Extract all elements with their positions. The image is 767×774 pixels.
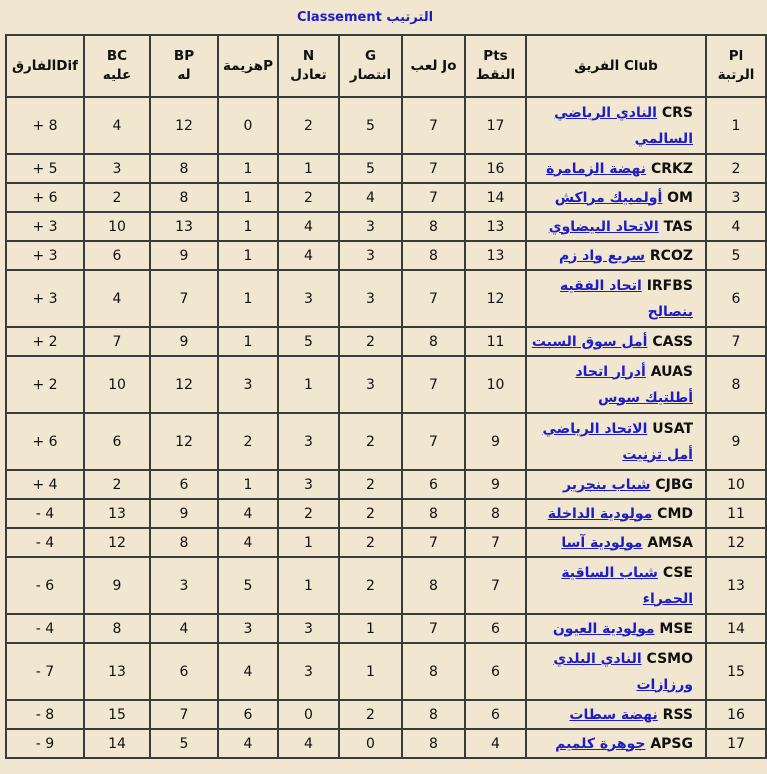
- cell-dif: + 5: [6, 154, 84, 183]
- cell-jo: 7: [402, 356, 465, 413]
- cell-g: 3: [339, 241, 402, 270]
- cell-jo: 7: [402, 270, 465, 327]
- cell-jo: 8: [402, 499, 465, 528]
- cell-pl: 17: [706, 729, 766, 758]
- cell-bp: 9: [150, 327, 218, 356]
- cell-pts: 7: [465, 528, 526, 557]
- table-row: [6, 183, 766, 212]
- cell-bc: 2: [84, 183, 150, 212]
- cell-n: 1: [278, 528, 339, 557]
- table-row: [6, 499, 766, 528]
- cell-jo: 8: [402, 327, 465, 356]
- club-code: TAS: [663, 218, 693, 235]
- cell-p: 1: [218, 212, 278, 241]
- cell-pl: 14: [706, 614, 766, 643]
- club-code: APSG: [650, 735, 693, 752]
- cell-bc: 2: [84, 470, 150, 499]
- cell-p: 3: [218, 614, 278, 643]
- cell-n: 4: [278, 241, 339, 270]
- cell-n: 3: [278, 270, 339, 327]
- cell-jo: 6: [402, 470, 465, 499]
- table-row: [6, 97, 766, 154]
- club-link[interactable]: الاتحاد البيضاوي: [548, 218, 659, 235]
- cell-bc: 15: [84, 700, 150, 729]
- cell-bc: 6: [84, 241, 150, 270]
- cell-pl: 9: [706, 413, 766, 470]
- club-code: OM: [667, 189, 693, 206]
- cell-bc: 7: [84, 327, 150, 356]
- cell-bp: 12: [150, 97, 218, 154]
- cell-bp: 9: [150, 499, 218, 528]
- cell-dif: + 3: [6, 270, 84, 327]
- header-p: هزيمةP: [218, 35, 278, 97]
- cell-p: 1: [218, 154, 278, 183]
- cell-g: 2: [339, 557, 402, 614]
- header-bc: BC عليه: [84, 35, 150, 97]
- table-row: [6, 270, 766, 327]
- cell-bc: 9: [84, 557, 150, 614]
- cell-n: 3: [278, 470, 339, 499]
- cell-g: 4: [339, 183, 402, 212]
- cell-pl: 13: [706, 557, 766, 614]
- club-link[interactable]: نهضة سطات: [569, 706, 658, 723]
- cell-bc: 4: [84, 270, 150, 327]
- cell-jo: 8: [402, 557, 465, 614]
- cell-pl: 12: [706, 528, 766, 557]
- header-pts: Pts النقط: [465, 35, 526, 97]
- cell-dif: - 9: [6, 729, 84, 758]
- club-code: MSE: [659, 620, 693, 637]
- cell-dif: - 8: [6, 700, 84, 729]
- cell-n: 4: [278, 729, 339, 758]
- cell-jo: 8: [402, 643, 465, 700]
- cell-p: 0: [218, 97, 278, 154]
- cell-club: [526, 413, 706, 470]
- table-row: [6, 700, 766, 729]
- cell-bp: 13: [150, 212, 218, 241]
- club-link[interactable]: جوهرة كلميم: [555, 735, 646, 752]
- cell-pts: 6: [465, 700, 526, 729]
- club-code: CRS: [661, 104, 693, 121]
- cell-bp: 3: [150, 557, 218, 614]
- club-link[interactable]: شباب الساقية: [561, 564, 658, 581]
- cell-dif: + 8: [6, 97, 84, 154]
- cell-pts: 13: [465, 241, 526, 270]
- cell-dif: + 2: [6, 356, 84, 413]
- cell-bc: 10: [84, 356, 150, 413]
- cell-n: 2: [278, 499, 339, 528]
- cell-bp: 5: [150, 729, 218, 758]
- cell-club: [526, 212, 706, 241]
- cell-pl: 6: [706, 270, 766, 327]
- club-code: CJBG: [655, 476, 693, 493]
- cell-dif: + 6: [6, 183, 84, 212]
- cell-club: [526, 557, 706, 614]
- cell-p: 4: [218, 729, 278, 758]
- cell-bp: 8: [150, 154, 218, 183]
- club-code: RCOZ: [649, 247, 693, 264]
- cell-n: 2: [278, 183, 339, 212]
- club-link[interactable]: أدرار اتحاد: [575, 363, 646, 380]
- club-link[interactable]: الاتحاد الرياضي: [542, 420, 648, 437]
- club-link[interactable]: النادي الرياضي: [554, 104, 657, 121]
- cell-p: 1: [218, 327, 278, 356]
- cell-bc: 13: [84, 499, 150, 528]
- table-row: [6, 470, 766, 499]
- header-club: الفريق Club: [526, 35, 706, 97]
- cell-n: 4: [278, 212, 339, 241]
- cell-dif: - 4: [6, 528, 84, 557]
- cell-bp: 7: [150, 700, 218, 729]
- cell-n: 3: [278, 643, 339, 700]
- cell-bc: 12: [84, 528, 150, 557]
- cell-n: 3: [278, 614, 339, 643]
- club-code: USAT: [652, 420, 693, 437]
- cell-pl: 2: [706, 154, 766, 183]
- cell-jo: 8: [402, 729, 465, 758]
- cell-pl: 1: [706, 97, 766, 154]
- table-row: [6, 154, 766, 183]
- cell-pl: 10: [706, 470, 766, 499]
- cell-n: 1: [278, 356, 339, 413]
- cell-g: 5: [339, 97, 402, 154]
- cell-dif: - 4: [6, 499, 84, 528]
- cell-p: 1: [218, 470, 278, 499]
- cell-pts: 12: [465, 270, 526, 327]
- cell-dif: + 3: [6, 241, 84, 270]
- cell-jo: 8: [402, 700, 465, 729]
- cell-club: [526, 499, 706, 528]
- cell-p: 2: [218, 413, 278, 470]
- cell-bp: 9: [150, 241, 218, 270]
- club-link[interactable]: أمل سوق السبت: [531, 333, 648, 350]
- cell-jo: 8: [402, 241, 465, 270]
- cell-pts: 9: [465, 470, 526, 499]
- cell-pts: 6: [465, 614, 526, 643]
- header-row: [6, 35, 766, 97]
- cell-n: 1: [278, 154, 339, 183]
- cell-g: 1: [339, 614, 402, 643]
- club-code: CMD: [657, 505, 693, 522]
- cell-g: 2: [339, 499, 402, 528]
- cell-bc: 6: [84, 413, 150, 470]
- cell-g: 2: [339, 528, 402, 557]
- club-link-line2[interactable]: ورزازات: [636, 676, 693, 693]
- table-row: [6, 643, 766, 700]
- cell-pts: 10: [465, 356, 526, 413]
- page-title: Classement الترتيب: [296, 10, 434, 25]
- cell-pl: 4: [706, 212, 766, 241]
- cell-p: 3: [218, 356, 278, 413]
- header-g: G انتصار: [339, 35, 402, 97]
- table-row: [6, 528, 766, 557]
- club-link[interactable]: سريع واد زم: [558, 247, 646, 264]
- cell-club: [526, 700, 706, 729]
- header-bp: BP له: [150, 35, 218, 97]
- header-jo: لعب Jo: [402, 35, 465, 97]
- table-row: [6, 327, 766, 356]
- cell-p: 6: [218, 700, 278, 729]
- club-link[interactable]: مولودية العيون: [552, 620, 655, 637]
- cell-dif: + 6: [6, 413, 84, 470]
- club-link[interactable]: نهضة الزمامرة: [546, 160, 647, 177]
- cell-dif: + 4: [6, 470, 84, 499]
- cell-bp: 6: [150, 470, 218, 499]
- cell-p: 1: [218, 270, 278, 327]
- cell-club: [526, 327, 706, 356]
- cell-pl: 3: [706, 183, 766, 212]
- cell-jo: 7: [402, 528, 465, 557]
- cell-dif: + 2: [6, 327, 84, 356]
- cell-club: [526, 470, 706, 499]
- table-row: [6, 356, 766, 413]
- club-code: IRFBS: [646, 277, 693, 294]
- cell-jo: 7: [402, 154, 465, 183]
- cell-g: 2: [339, 470, 402, 499]
- table-row: [6, 241, 766, 270]
- cell-pts: 6: [465, 643, 526, 700]
- table-row: [6, 729, 766, 758]
- cell-bp: 8: [150, 183, 218, 212]
- cell-bc: 10: [84, 212, 150, 241]
- cell-dif: - 6: [6, 557, 84, 614]
- club-link-line2[interactable]: السالمي: [634, 130, 693, 147]
- cell-n: 1: [278, 557, 339, 614]
- cell-jo: 7: [402, 183, 465, 212]
- cell-g: 2: [339, 327, 402, 356]
- standings-body: [6, 97, 766, 758]
- cell-g: 1: [339, 643, 402, 700]
- cell-pts: 7: [465, 557, 526, 614]
- cell-jo: 7: [402, 413, 465, 470]
- cell-g: 3: [339, 356, 402, 413]
- cell-jo: 8: [402, 212, 465, 241]
- club-link[interactable]: مولودية آسا: [561, 534, 643, 551]
- table-row: [6, 413, 766, 470]
- cell-n: 5: [278, 327, 339, 356]
- cell-bc: 4: [84, 97, 150, 154]
- club-code: CSE: [662, 564, 693, 581]
- club-code: AMSA: [647, 534, 693, 551]
- cell-pl: 15: [706, 643, 766, 700]
- table-row: [6, 614, 766, 643]
- cell-bc: 14: [84, 729, 150, 758]
- cell-g: 3: [339, 270, 402, 327]
- cell-pts: 14: [465, 183, 526, 212]
- cell-dif: - 7: [6, 643, 84, 700]
- club-link[interactable]: شباب بنجرير: [563, 476, 651, 493]
- table-row: [6, 212, 766, 241]
- cell-bc: 8: [84, 614, 150, 643]
- cell-club: [526, 241, 706, 270]
- cell-p: 1: [218, 183, 278, 212]
- cell-pts: 4: [465, 729, 526, 758]
- club-code: CRKZ: [650, 160, 693, 177]
- cell-dif: + 3: [6, 212, 84, 241]
- club-link-line2[interactable]: الحمراء: [642, 590, 693, 607]
- cell-bp: 7: [150, 270, 218, 327]
- cell-club: [526, 97, 706, 154]
- table-row: [6, 557, 766, 614]
- club-link-line2[interactable]: أمل تزنيت: [622, 446, 693, 463]
- club-link[interactable]: النادي البلدي: [553, 650, 642, 667]
- cell-club: [526, 643, 706, 700]
- cell-pl: 5: [706, 241, 766, 270]
- cell-n: 3: [278, 413, 339, 470]
- cell-g: 2: [339, 413, 402, 470]
- cell-p: 1: [218, 241, 278, 270]
- cell-pts: 9: [465, 413, 526, 470]
- cell-club: [526, 183, 706, 212]
- cell-bc: 13: [84, 643, 150, 700]
- cell-g: 3: [339, 212, 402, 241]
- cell-n: 2: [278, 97, 339, 154]
- cell-p: 4: [218, 643, 278, 700]
- club-code: CSMO: [646, 650, 693, 667]
- cell-club: [526, 270, 706, 327]
- cell-g: 2: [339, 700, 402, 729]
- cell-pl: 7: [706, 327, 766, 356]
- cell-bc: 3: [84, 154, 150, 183]
- cell-g: 5: [339, 154, 402, 183]
- club-link[interactable]: اتحاد الفقيه: [559, 277, 642, 294]
- cell-p: 4: [218, 499, 278, 528]
- cell-dif: - 4: [6, 614, 84, 643]
- cell-pl: 8: [706, 356, 766, 413]
- cell-jo: 7: [402, 614, 465, 643]
- cell-club: [526, 154, 706, 183]
- club-code: AUAS: [650, 363, 693, 380]
- club-code: RSS: [662, 706, 693, 723]
- header-dif: الفارقDif: [6, 35, 84, 97]
- cell-pl: 16: [706, 700, 766, 729]
- club-link-line2[interactable]: بنصالح: [647, 303, 693, 320]
- cell-pts: 13: [465, 212, 526, 241]
- cell-pts: 8: [465, 499, 526, 528]
- cell-club: [526, 356, 706, 413]
- cell-bp: 4: [150, 614, 218, 643]
- cell-club: [526, 528, 706, 557]
- standings-table: [5, 34, 767, 759]
- cell-bp: 8: [150, 528, 218, 557]
- cell-g: 0: [339, 729, 402, 758]
- cell-bp: 12: [150, 413, 218, 470]
- cell-pts: 16: [465, 154, 526, 183]
- cell-p: 5: [218, 557, 278, 614]
- header-pl: Pl الرتبة: [706, 35, 766, 97]
- cell-bp: 6: [150, 643, 218, 700]
- club-code: CASS: [652, 333, 693, 350]
- header-n: N تعادل: [278, 35, 339, 97]
- cell-pts: 17: [465, 97, 526, 154]
- cell-bp: 12: [150, 356, 218, 413]
- cell-club: [526, 614, 706, 643]
- cell-pts: 11: [465, 327, 526, 356]
- cell-jo: 7: [402, 97, 465, 154]
- cell-n: 0: [278, 700, 339, 729]
- club-link[interactable]: أولمبيك مراكش: [554, 189, 663, 206]
- cell-pl: 11: [706, 499, 766, 528]
- cell-club: [526, 729, 706, 758]
- cell-p: 4: [218, 528, 278, 557]
- club-link[interactable]: مولودية الداخلة: [547, 505, 653, 522]
- club-link-line2[interactable]: أطلتيك سوس: [598, 389, 693, 406]
